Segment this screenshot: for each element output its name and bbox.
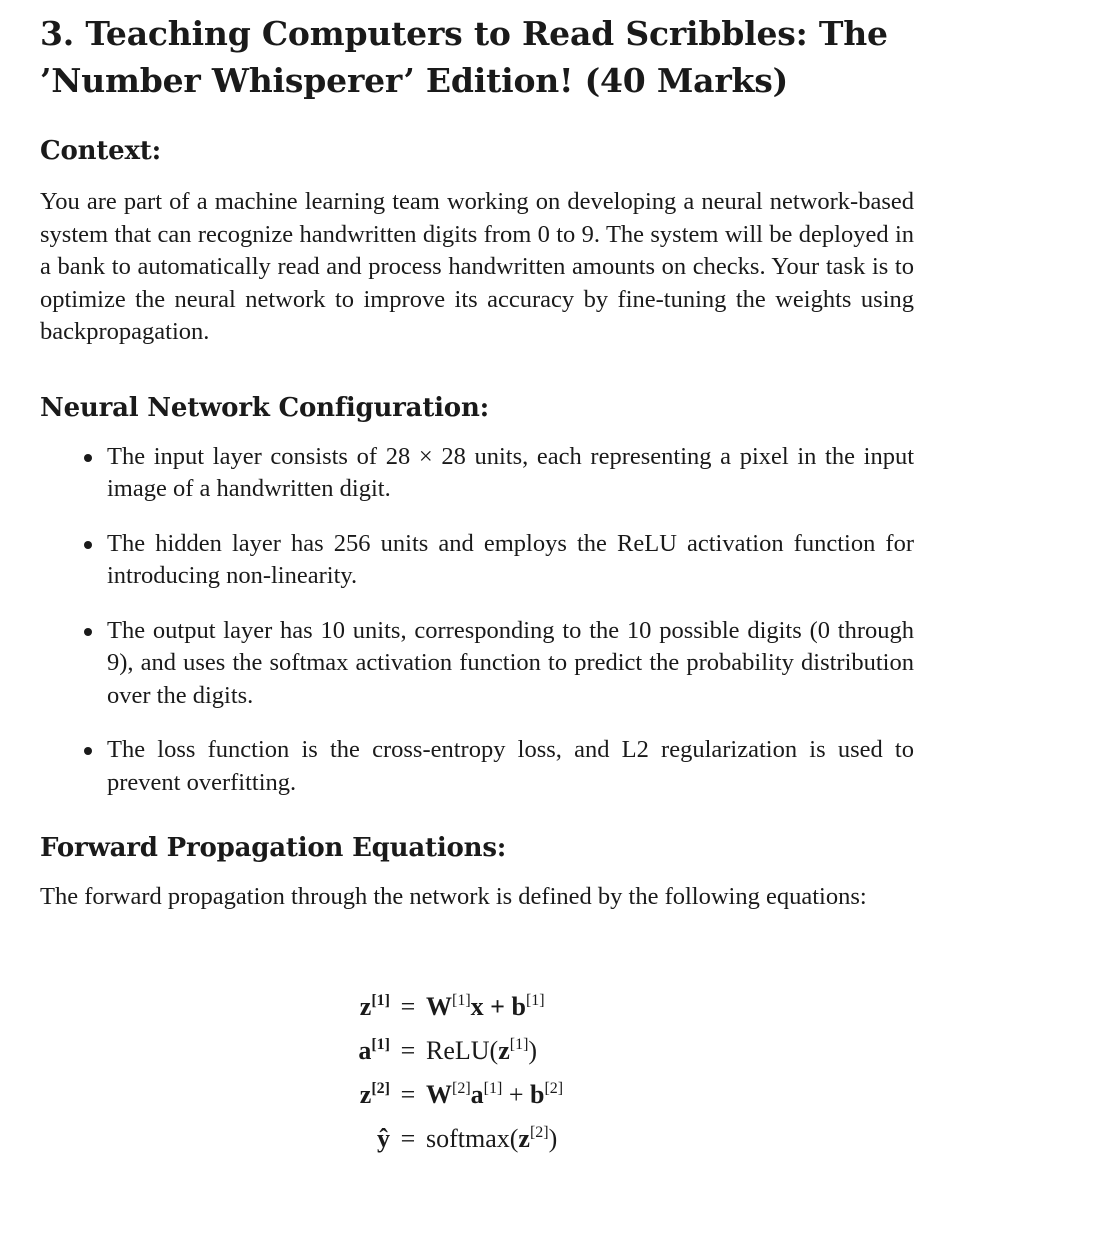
document-page [40, 0, 914, 914]
forward-propagation-heading: Forward Propagation Equations: [40, 833, 507, 863]
eq-sup: [2] [544, 1080, 564, 1097]
context-heading: Context: [40, 136, 161, 166]
list-item [40, 528, 914, 593]
eq-term: W [426, 992, 452, 1021]
eq-sup: [1] [483, 1080, 503, 1097]
list-item [40, 615, 914, 713]
equation-hidden-activation [320, 1029, 720, 1073]
eq-lhs-var: z [359, 992, 372, 1021]
eq-lhs-sup: [1] [371, 992, 390, 1009]
bullet-icon [84, 628, 92, 636]
eq-lhs-var: z [359, 1080, 372, 1109]
eq-term: x + [470, 992, 512, 1021]
eq-lhs-sup: [1] [371, 1036, 390, 1053]
list-item-text: The loss function is the cross-entropy loss, and L2 regularization is used to prevent overfitting. [107, 736, 914, 796]
eq-sup: [2] [529, 1124, 549, 1141]
bullet-icon [84, 454, 92, 462]
eq-term: ReLU( [426, 1036, 499, 1065]
list-item [40, 441, 914, 506]
eq-term: ) [548, 1124, 558, 1153]
equals-sign: = [400, 1124, 416, 1153]
configuration-list [40, 441, 914, 800]
eq-term: ) [528, 1036, 538, 1065]
eq-term: + [502, 1080, 530, 1109]
bullet-icon [84, 747, 92, 755]
context-paragraph: You are part of a machine learning team working on developing a neural network-based system that can recognize handwritten digits from 0 to 9. The system will be deployed in a bank to automatically read and process handwritten amounts on checks. Your task is to optimize the neural network to improve its accuracy by fine-tuning the weights using backpropagation. [40, 188, 914, 345]
equals-sign: = [400, 992, 416, 1021]
eq-lhs-sup: [2] [371, 1080, 390, 1097]
equals-sign: = [400, 1080, 416, 1109]
list-item [40, 734, 914, 799]
equation-hidden-preactivation [320, 985, 720, 1029]
eq-term: b [529, 1080, 545, 1109]
eq-term: W [426, 1080, 452, 1109]
eq-sup: [1] [509, 1036, 529, 1053]
problem-title: 3. Teaching Computers to Read Scribbles: The ’Number Whisperer’ Edition! (40 Marks) [40, 14, 888, 100]
eq-lhs-var: a [358, 1036, 372, 1065]
list-item-text: The input layer consists of 28 × 28 units, each representing a pixel in the input image of a handwritten digit. [107, 442, 914, 502]
eq-sup: [1] [452, 992, 471, 1009]
bullet-icon [84, 541, 92, 549]
equals-sign: = [400, 1036, 416, 1065]
forward-propagation-intro: The forward propagation through the network is defined by the following equations: [40, 883, 867, 910]
eq-term: b [511, 992, 526, 1021]
eq-term: a [470, 1080, 484, 1109]
list-item-text: The output layer has 10 units, corresponding to the 10 possible digits (0 through 9), and uses the softmax activation function to predict the probability distribution over the digits. [107, 616, 914, 709]
configuration-heading: Neural Network Configuration: [40, 392, 490, 423]
eq-term: z [498, 1036, 510, 1065]
list-item-text: The hidden layer has 256 units and employs the ReLU activation function for introducing non-linearity. [107, 529, 914, 589]
eq-term: softmax( [426, 1124, 519, 1153]
eq-lhs-var: ŷ [377, 1124, 390, 1153]
eq-sup: [1] [525, 992, 545, 1009]
equation-output-softmax [320, 1117, 720, 1161]
equation-block [320, 985, 720, 1161]
equation-output-preactivation [320, 1073, 720, 1117]
eq-sup: [2] [452, 1080, 471, 1097]
eq-term: z [518, 1124, 530, 1153]
